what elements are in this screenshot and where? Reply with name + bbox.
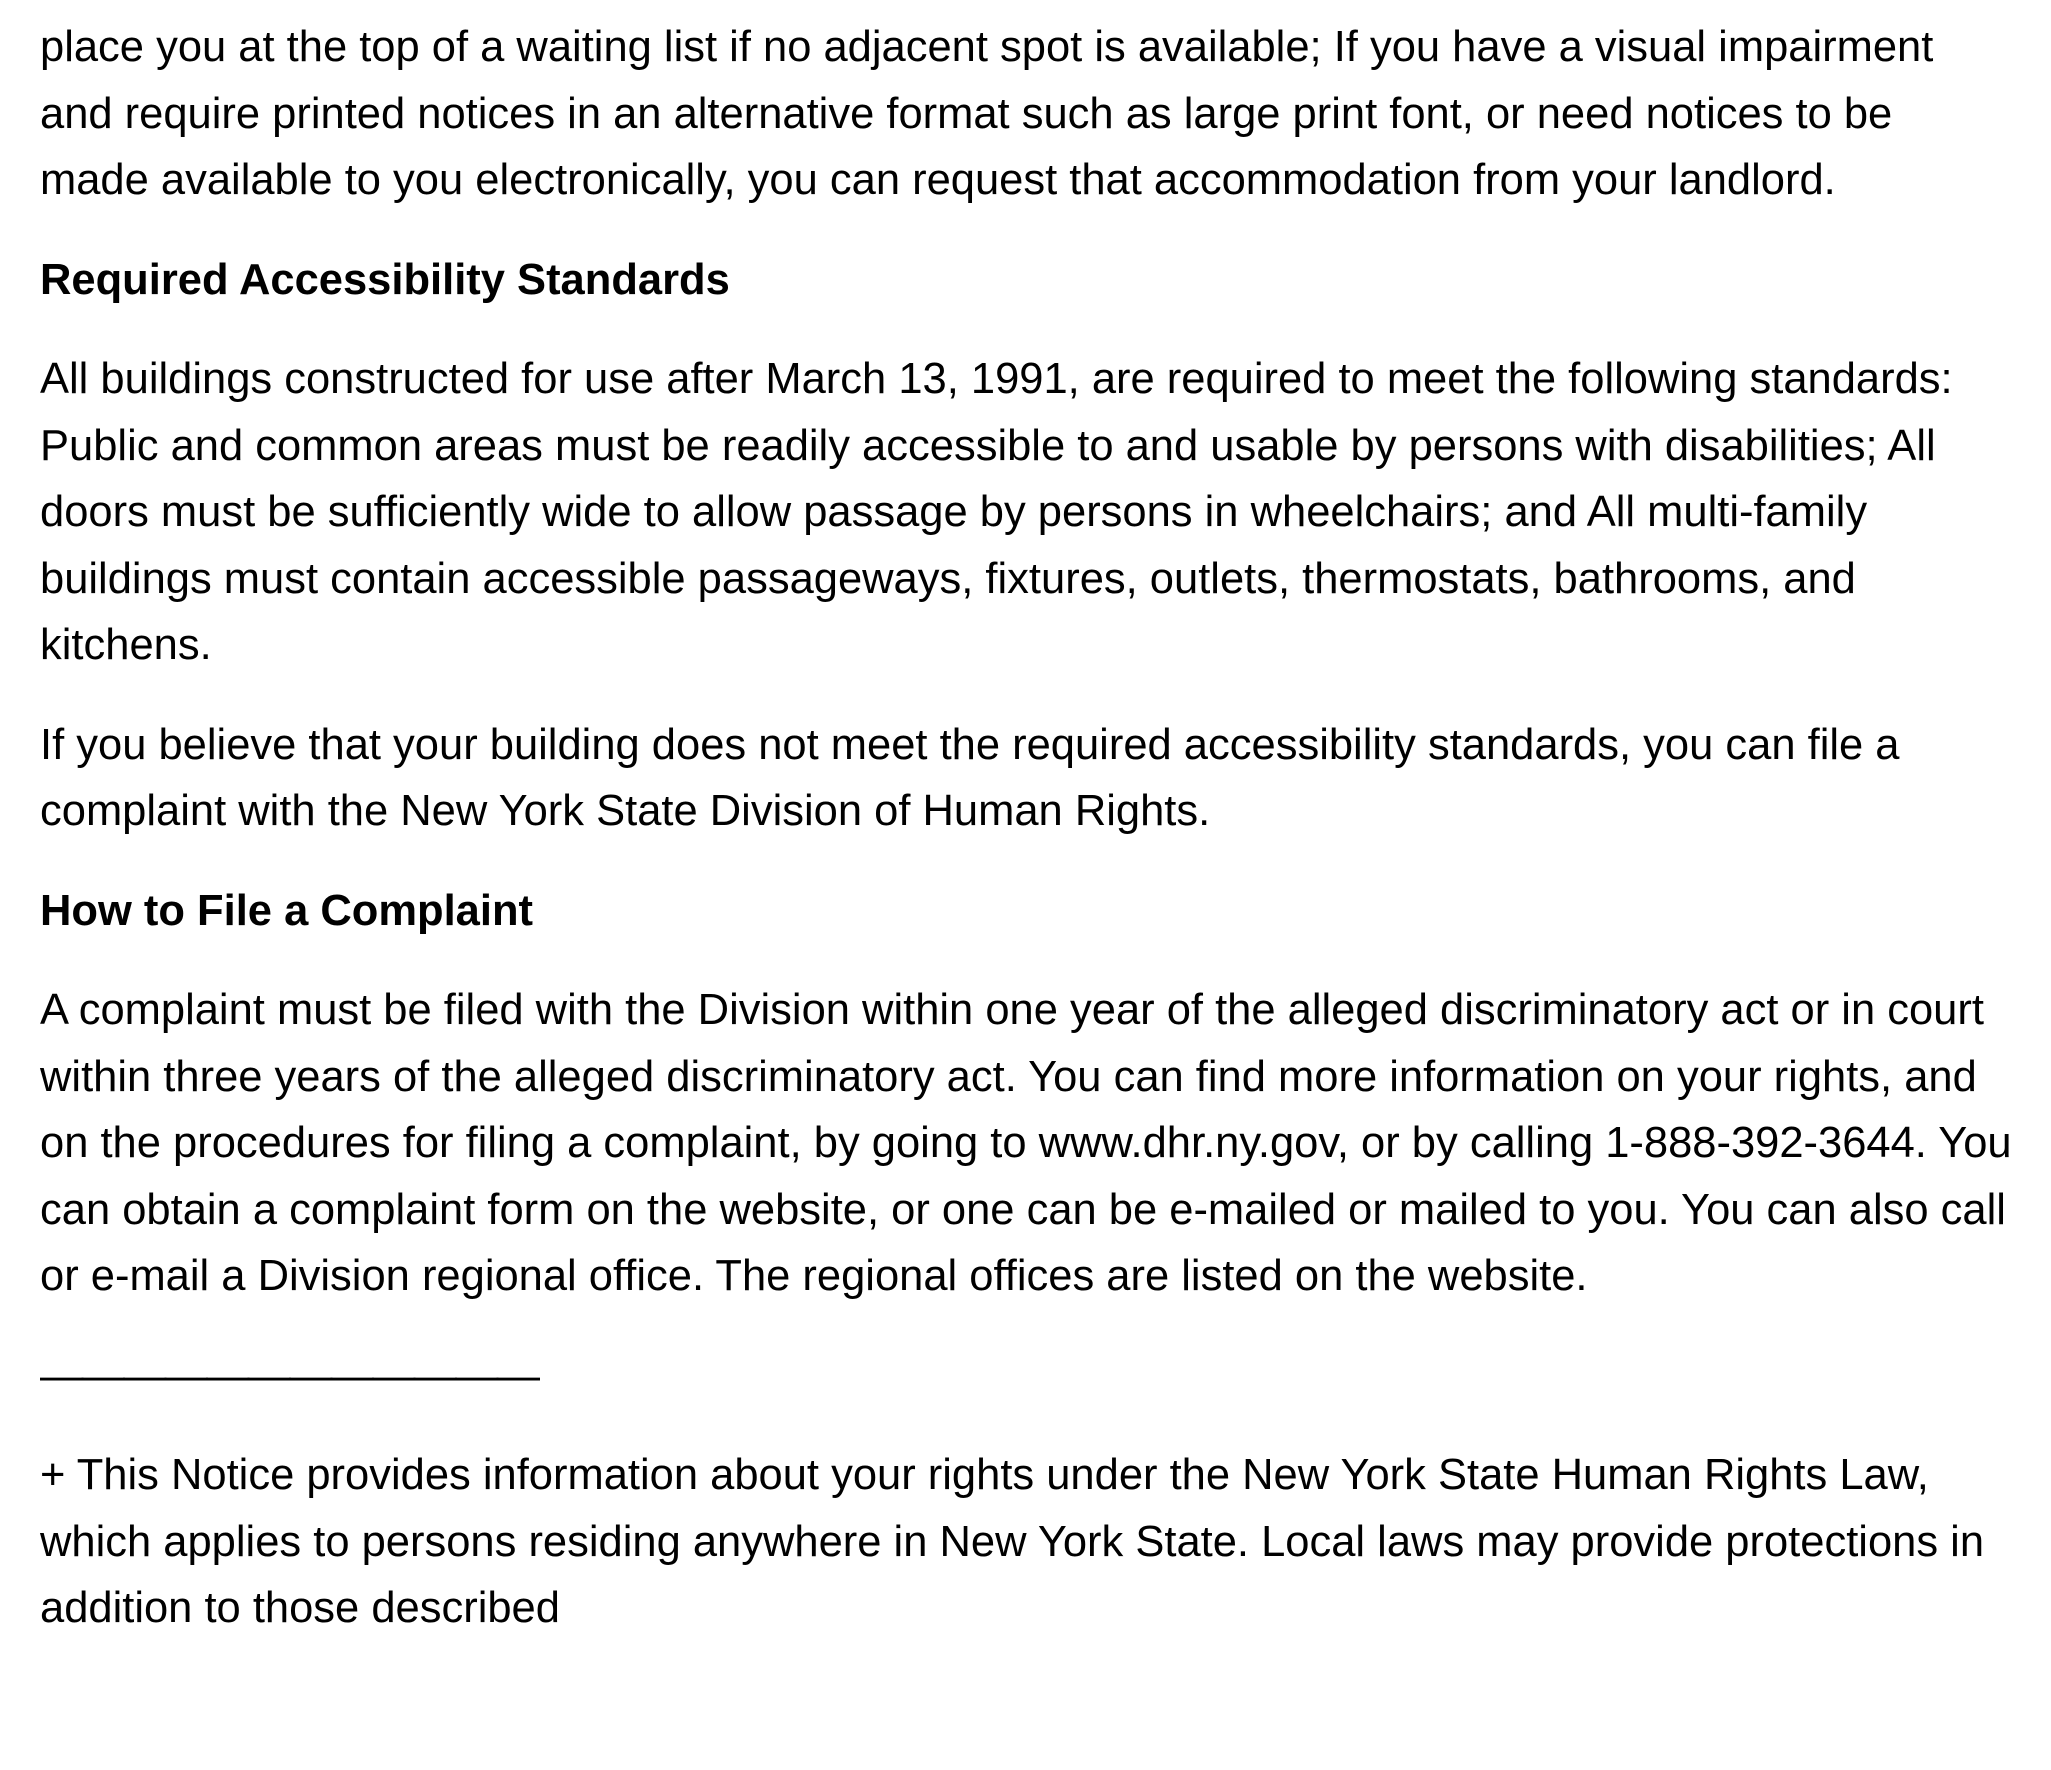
spacer [40, 1310, 2020, 1343]
accessibility-complaint-paragraph: If you believe that your building does not meet the required accessibility standards, you can file a complaint with the New York State Division of Human Rights. [40, 720, 1900, 835]
spacer [40, 845, 2020, 878]
spacer [40, 944, 2020, 977]
footnote: + This Notice provides information about your rights under the New York State Human Rights Law, which applies to persons residing anywhere in New York State. Local laws may provide protections in addition to those described [40, 1451, 1985, 1632]
separator-line: ———————————— [40, 1351, 538, 1400]
spacer [40, 1409, 2020, 1442]
spacer [40, 679, 2020, 712]
complaint-paragraph: A complaint must be filed with the Division within one year of the alleged discriminatory act or in court within three years of the alleged discriminatory act. You can find more information on your rights, and on the procedures for filing a complaint, by going to www.dhr.ny.gov, or by calling 1-888-392-3644. You can obtain a complaint form on the website, or one can be e-mailed or mailed to you. You can also call or e-mail a Division regional office. The regional offices are listed on the website. [40, 986, 2012, 1300]
spacer [40, 313, 2020, 346]
document-page [40, 14, 2020, 1642]
spacer [40, 214, 2020, 247]
complaint-heading: How to File a Complaint [40, 886, 534, 935]
intro-paragraph: place you at the top of a waiting list if no adjacent spot is available; If you have a visual impairment and require printed notices in an alternative format such as large print font, or need notices to be made available to you electronically, you can request that accommodation from your landlord. [40, 23, 1934, 204]
accessibility-standards-paragraph: All buildings constructed for use after March 13, 1991, are required to meet the following standards: Public and common areas must be readily accessible to and usable by persons with disabilities; All doors must be sufficiently wide to allow passage by persons in wheelchairs; and All multi-family buildings must contain accessible passageways, fixtures, outlets, thermostats, bathrooms, and kitchens. [40, 355, 1953, 669]
accessibility-heading: Required Accessibility Standards [40, 255, 730, 304]
